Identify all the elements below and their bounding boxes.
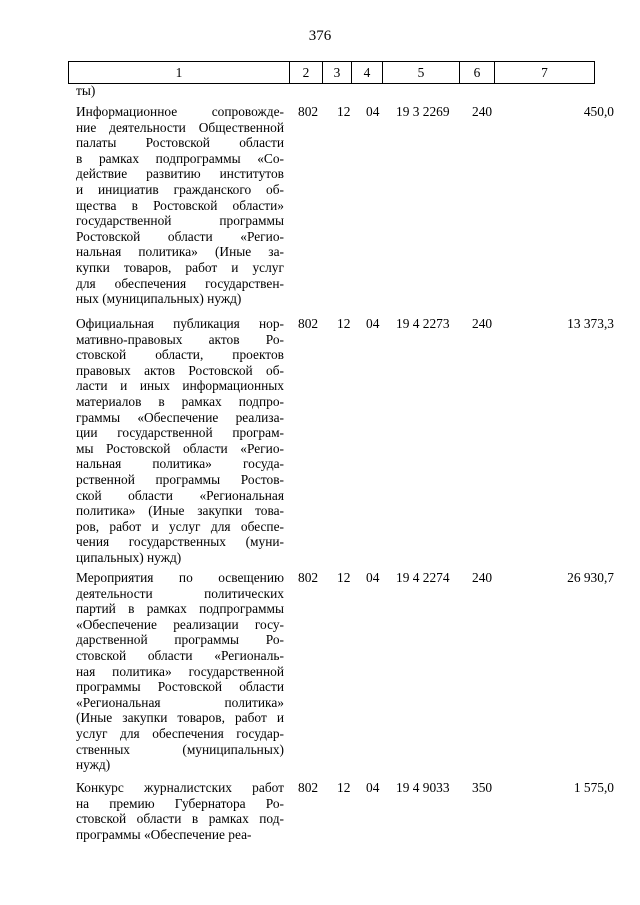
row-description bbox=[76, 104, 284, 307]
description-line: и инициатив гражданского об- bbox=[76, 181, 284, 197]
row-description bbox=[76, 780, 284, 842]
description-line: стовской области, проектов bbox=[76, 347, 284, 363]
row-description bbox=[76, 316, 284, 566]
description-line: ная политика» государственной bbox=[76, 663, 284, 679]
description-line: государственной программы bbox=[76, 213, 284, 229]
description-line: Ростовской области «Регио- bbox=[76, 228, 284, 244]
header-col-4: 4 bbox=[352, 62, 383, 83]
description-line: для обеспечения государствен- bbox=[76, 275, 284, 291]
cell-amount: 450,0 bbox=[583, 104, 614, 119]
description-line: ров, работ и услуг для обеспе- bbox=[76, 518, 284, 534]
cell-subsection: 04 bbox=[366, 104, 380, 119]
description-line: партий в рамках подпрограммы bbox=[76, 601, 284, 617]
cell-admin-code: 802 bbox=[298, 104, 319, 119]
description-line: Информационное сопровожде- bbox=[76, 104, 284, 119]
cell-expense-type: 240 bbox=[472, 570, 493, 585]
description-line: деятельности политических bbox=[76, 585, 284, 601]
cell-section: 12 bbox=[337, 780, 351, 795]
description-line: ципальных) нужд) bbox=[76, 549, 182, 565]
description-line: купки товаров, работ и услуг bbox=[76, 259, 284, 275]
cell-amount: 13 373,3 bbox=[567, 316, 614, 331]
cell-target-article: 19 3 2269 bbox=[396, 104, 450, 119]
cell-target-article: 19 4 2273 bbox=[396, 316, 450, 331]
description-line: ние деятельности Общественной bbox=[76, 119, 284, 135]
description-line: граммы «Обеспечение реализа- bbox=[76, 409, 284, 425]
cell-admin-code: 802 bbox=[298, 780, 319, 795]
table-header bbox=[68, 61, 595, 84]
description-line: палаты Ростовской области bbox=[76, 135, 284, 151]
cell-expense-type: 240 bbox=[472, 316, 493, 331]
header-col-6: 6 bbox=[460, 62, 495, 83]
description-line: ных (муниципальных) нужд) bbox=[76, 291, 242, 307]
description-line: щества в Ростовской области» bbox=[76, 197, 284, 213]
description-line: в рамках подпрограммы «Со- bbox=[76, 150, 284, 166]
header-col-3: 3 bbox=[323, 62, 352, 83]
description-line: дарственной программы Ро- bbox=[76, 632, 284, 648]
description-line: услуг для обеспечения государ- bbox=[76, 725, 284, 741]
description-line: Конкурс журналистских работ bbox=[76, 780, 284, 795]
description-line: стовской области «Региональ- bbox=[76, 647, 284, 663]
page-number: 376 bbox=[308, 28, 332, 44]
description-line: чения государственных (муни- bbox=[76, 534, 284, 550]
header-col-7: 7 bbox=[541, 64, 548, 80]
cell-expense-type: 240 bbox=[472, 104, 493, 119]
cell-section: 12 bbox=[337, 104, 351, 119]
header-col-5: 5 bbox=[383, 62, 460, 83]
description-line: правовых актов Ростовской об- bbox=[76, 362, 284, 378]
cell-section: 12 bbox=[337, 316, 351, 331]
description-line: действие развитию институтов bbox=[76, 166, 284, 182]
description-line: мативно-правовых актов Ро- bbox=[76, 331, 284, 347]
cell-admin-code: 802 bbox=[298, 316, 319, 331]
continuation-text: ты) bbox=[76, 83, 96, 98]
description-line: программы «Обеспечение реа- bbox=[76, 826, 252, 842]
description-line: (Иные закупки товаров, работ и bbox=[76, 710, 284, 726]
cell-expense-type: 350 bbox=[472, 780, 493, 795]
description-line: политика» (Иные закупки това- bbox=[76, 503, 284, 519]
cell-target-article: 19 4 9033 bbox=[396, 780, 450, 795]
header-col-1: 1 bbox=[69, 62, 290, 83]
description-line: «Региональная политика» bbox=[76, 694, 284, 710]
description-line: программы Ростовской области bbox=[76, 679, 284, 695]
description-line: нальная политика» (Иные за- bbox=[76, 244, 284, 260]
description-line: Официальная публикация нор- bbox=[76, 316, 284, 331]
description-line: нальная политика» госуда- bbox=[76, 456, 284, 472]
header-col-2: 2 bbox=[290, 62, 323, 83]
cell-admin-code: 802 bbox=[298, 570, 319, 585]
description-line: рственной программы Ростов- bbox=[76, 471, 284, 487]
cell-amount: 26 930,7 bbox=[567, 570, 614, 585]
cell-target-article: 19 4 2274 bbox=[396, 570, 450, 585]
description-line: ции государственной програм- bbox=[76, 425, 284, 441]
cell-subsection: 04 bbox=[366, 570, 380, 585]
cell-amount: 1 575,0 bbox=[573, 780, 614, 795]
description-line: ласти и иных информационных bbox=[76, 378, 284, 394]
description-line: «Обеспечение реализации госу- bbox=[76, 616, 284, 632]
cell-subsection: 04 bbox=[366, 780, 380, 795]
description-line: ственных (муниципальных) bbox=[76, 741, 284, 757]
description-line: материалов в рамках подпро- bbox=[76, 393, 284, 409]
description-line: Мероприятия по освещению bbox=[76, 570, 284, 585]
description-line: мы Ростовской области «Регио- bbox=[76, 440, 284, 456]
description-line: на премию Губернатора Ро- bbox=[76, 795, 284, 811]
cell-section: 12 bbox=[337, 570, 351, 585]
description-line: стовской области в рамках под- bbox=[76, 811, 284, 827]
description-line: нужд) bbox=[76, 757, 111, 773]
row-description bbox=[76, 570, 284, 773]
cell-subsection: 04 bbox=[366, 316, 380, 331]
description-line: ской области «Региональная bbox=[76, 487, 284, 503]
